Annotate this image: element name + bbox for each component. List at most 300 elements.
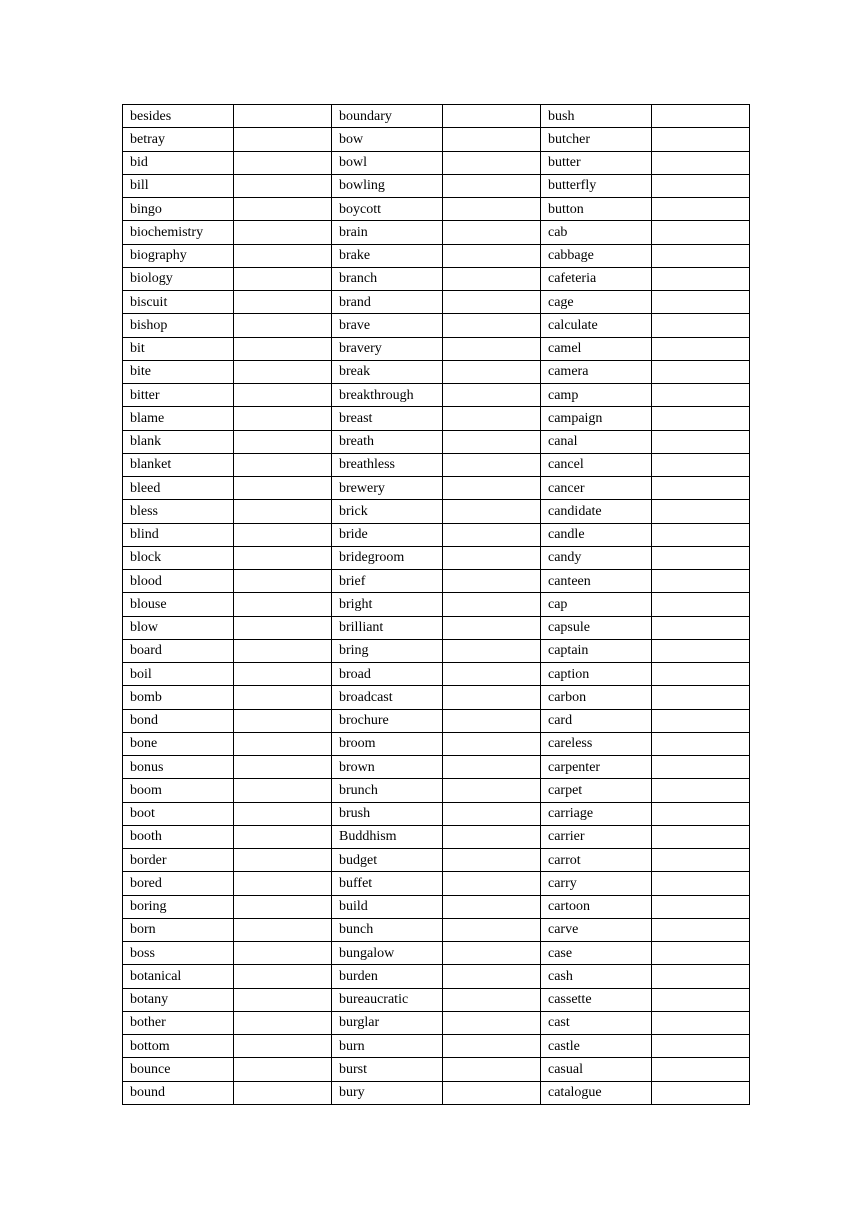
blank-answer-cell [443,1081,541,1104]
word-cell: carrot [541,849,652,872]
word-cell: bowling [332,174,443,197]
blank-answer-cell [443,105,541,128]
word-cell: cassette [541,988,652,1011]
table-row [123,360,750,383]
word-cell: budget [332,849,443,872]
table-row [123,151,750,174]
word-cell: bound [123,1081,234,1104]
blank-answer-cell [443,616,541,639]
blank-answer-cell [652,1035,750,1058]
blank-answer-cell [652,221,750,244]
word-cell: castle [541,1035,652,1058]
table-row [123,244,750,267]
word-cell: blood [123,570,234,593]
blank-answer-cell [443,802,541,825]
blank-answer-cell [234,1035,332,1058]
word-cell: booth [123,825,234,848]
word-cell: burn [332,1035,443,1058]
word-cell: break [332,360,443,383]
table-row [123,732,750,755]
table-row [123,314,750,337]
word-cell: born [123,918,234,941]
blank-answer-cell [443,849,541,872]
word-cell: boom [123,779,234,802]
word-cell: broadcast [332,686,443,709]
word-cell: brave [332,314,443,337]
table-row [123,407,750,430]
word-cell: bomb [123,686,234,709]
word-cell: bonus [123,756,234,779]
word-cell: campaign [541,407,652,430]
blank-answer-cell [652,174,750,197]
word-cell: carbon [541,686,652,709]
blank-answer-cell [234,430,332,453]
table-row [123,1011,750,1034]
blank-answer-cell [652,663,750,686]
word-cell: catalogue [541,1081,652,1104]
table-row [123,1035,750,1058]
table-row [123,500,750,523]
blank-answer-cell [652,686,750,709]
word-cell: bored [123,872,234,895]
word-cell: bleed [123,477,234,500]
blank-answer-cell [443,384,541,407]
word-cell: bill [123,174,234,197]
blank-answer-cell [652,244,750,267]
word-cell: burst [332,1058,443,1081]
word-cell: bring [332,639,443,662]
blank-answer-cell [652,291,750,314]
blank-answer-cell [443,756,541,779]
word-cell: boycott [332,198,443,221]
word-cell: bottom [123,1035,234,1058]
blank-answer-cell [234,942,332,965]
word-cell: burglar [332,1011,443,1034]
blank-answer-cell [652,570,750,593]
blank-answer-cell [652,198,750,221]
word-cell: biscuit [123,291,234,314]
blank-answer-cell [443,709,541,732]
word-cell: biography [123,244,234,267]
word-cell: bowl [332,151,443,174]
word-cell: breast [332,407,443,430]
word-cell: camel [541,337,652,360]
table-row [123,453,750,476]
word-cell: cabbage [541,244,652,267]
blank-answer-cell [234,1011,332,1034]
blank-answer-cell [234,546,332,569]
word-cell: betray [123,128,234,151]
word-cell: boss [123,942,234,965]
word-cell: carve [541,918,652,941]
blank-answer-cell [652,616,750,639]
word-cell: case [541,942,652,965]
blank-answer-cell [652,593,750,616]
blank-answer-cell [234,732,332,755]
word-cell: blanket [123,453,234,476]
word-cell: bungalow [332,942,443,965]
word-cell: Buddhism [332,825,443,848]
table-row [123,337,750,360]
word-cell: card [541,709,652,732]
blank-answer-cell [652,384,750,407]
word-cell: border [123,849,234,872]
table-row [123,430,750,453]
blank-answer-cell [652,523,750,546]
blank-answer-cell [652,825,750,848]
table-row [123,1081,750,1104]
word-cell: cap [541,593,652,616]
blank-answer-cell [652,267,750,290]
word-cell: bishop [123,314,234,337]
blank-answer-cell [652,1058,750,1081]
word-cell: button [541,198,652,221]
blank-answer-cell [652,360,750,383]
word-cell: carpenter [541,756,652,779]
word-cell: bush [541,105,652,128]
word-cell: bow [332,128,443,151]
blank-answer-cell [652,337,750,360]
word-cell: breathless [332,453,443,476]
blank-answer-cell [652,802,750,825]
blank-answer-cell [443,314,541,337]
word-cell: cancer [541,477,652,500]
word-cell: brief [332,570,443,593]
blank-answer-cell [234,663,332,686]
blank-answer-cell [234,291,332,314]
blank-answer-cell [443,872,541,895]
blank-answer-cell [443,988,541,1011]
word-cell: casual [541,1058,652,1081]
word-cell: biology [123,267,234,290]
word-cell: butcher [541,128,652,151]
table-row [123,802,750,825]
table-row [123,384,750,407]
blank-answer-cell [652,546,750,569]
word-cell: boring [123,895,234,918]
blank-answer-cell [652,872,750,895]
word-cell: bite [123,360,234,383]
blank-answer-cell [443,732,541,755]
blank-answer-cell [652,942,750,965]
word-cell: bid [123,151,234,174]
blank-answer-cell [443,221,541,244]
word-cell: brick [332,500,443,523]
word-cell: brilliant [332,616,443,639]
word-cell: carry [541,872,652,895]
word-cell: burden [332,965,443,988]
blank-answer-cell [234,639,332,662]
blank-answer-cell [234,849,332,872]
word-cell: cafeteria [541,267,652,290]
blank-answer-cell [443,546,541,569]
blank-answer-cell [443,407,541,430]
blank-answer-cell [443,825,541,848]
blank-answer-cell [652,314,750,337]
table-row [123,523,750,546]
word-cell: cartoon [541,895,652,918]
blank-answer-cell [234,198,332,221]
blank-answer-cell [443,267,541,290]
blank-answer-cell [443,918,541,941]
word-cell: boil [123,663,234,686]
table-row [123,825,750,848]
blank-answer-cell [234,267,332,290]
table-row [123,267,750,290]
word-cell: canal [541,430,652,453]
word-cell: candle [541,523,652,546]
blank-answer-cell [652,732,750,755]
word-cell: bunch [332,918,443,941]
blank-answer-cell [443,1035,541,1058]
blank-answer-cell [443,337,541,360]
blank-answer-cell [443,360,541,383]
blank-answer-cell [234,407,332,430]
word-cell: brewery [332,477,443,500]
table-row [123,988,750,1011]
table-row [123,570,750,593]
word-cell: breath [332,430,443,453]
table-row [123,128,750,151]
word-cell: brochure [332,709,443,732]
blank-answer-cell [443,453,541,476]
word-cell: boundary [332,105,443,128]
blank-answer-cell [234,965,332,988]
blank-answer-cell [652,965,750,988]
word-cell: butter [541,151,652,174]
word-cell: biochemistry [123,221,234,244]
word-cell: brunch [332,779,443,802]
blank-answer-cell [234,918,332,941]
blank-answer-cell [443,198,541,221]
word-cell: blame [123,407,234,430]
table-row [123,291,750,314]
blank-answer-cell [443,895,541,918]
blank-answer-cell [234,1058,332,1081]
word-cell: cast [541,1011,652,1034]
word-cell: blind [123,523,234,546]
blank-answer-cell [443,663,541,686]
word-cell: canteen [541,570,652,593]
table-row [123,174,750,197]
word-cell: boot [123,802,234,825]
table-row [123,593,750,616]
word-cell: brain [332,221,443,244]
word-cell: blow [123,616,234,639]
blank-answer-cell [652,639,750,662]
vocabulary-table [122,104,750,1105]
word-cell: cancel [541,453,652,476]
blank-answer-cell [443,1011,541,1034]
blank-answer-cell [652,756,750,779]
word-cell: bond [123,709,234,732]
blank-answer-cell [652,895,750,918]
blank-answer-cell [234,523,332,546]
word-cell: cab [541,221,652,244]
blank-answer-cell [234,360,332,383]
word-cell: butterfly [541,174,652,197]
blank-answer-cell [443,686,541,709]
table-row [123,709,750,732]
table-row [123,105,750,128]
blank-answer-cell [443,965,541,988]
blank-answer-cell [234,453,332,476]
blank-answer-cell [652,849,750,872]
word-cell: bless [123,500,234,523]
blank-answer-cell [234,686,332,709]
blank-answer-cell [234,337,332,360]
word-cell: brand [332,291,443,314]
blank-answer-cell [652,779,750,802]
word-cell: candidate [541,500,652,523]
blank-answer-cell [443,174,541,197]
word-cell: calculate [541,314,652,337]
word-cell: bounce [123,1058,234,1081]
table-row [123,779,750,802]
blank-answer-cell [234,802,332,825]
blank-answer-cell [652,407,750,430]
word-cell: botanical [123,965,234,988]
word-cell: board [123,639,234,662]
blank-answer-cell [652,453,750,476]
word-cell: carriage [541,802,652,825]
blank-answer-cell [443,779,541,802]
blank-answer-cell [234,709,332,732]
blank-answer-cell [234,128,332,151]
word-cell: broom [332,732,443,755]
blank-answer-cell [443,430,541,453]
blank-answer-cell [443,151,541,174]
blank-answer-cell [652,918,750,941]
word-cell: block [123,546,234,569]
blank-answer-cell [234,593,332,616]
table-row [123,918,750,941]
table-row [123,965,750,988]
blank-answer-cell [234,616,332,639]
word-cell: bingo [123,198,234,221]
word-cell: bother [123,1011,234,1034]
table-row [123,221,750,244]
blank-answer-cell [652,1011,750,1034]
table-row [123,616,750,639]
blank-answer-cell [234,988,332,1011]
word-cell: bury [332,1081,443,1104]
blank-answer-cell [234,756,332,779]
blank-answer-cell [234,384,332,407]
word-cell: build [332,895,443,918]
blank-answer-cell [234,174,332,197]
blank-answer-cell [234,500,332,523]
word-cell: bureaucratic [332,988,443,1011]
table-row [123,198,750,221]
word-cell: carrier [541,825,652,848]
word-cell: caption [541,663,652,686]
table-row [123,756,750,779]
blank-answer-cell [234,105,332,128]
table-row [123,872,750,895]
word-cell: brush [332,802,443,825]
word-cell: bit [123,337,234,360]
blank-answer-cell [443,570,541,593]
word-cell: bridegroom [332,546,443,569]
word-cell: camera [541,360,652,383]
blank-answer-cell [234,825,332,848]
blank-answer-cell [652,430,750,453]
word-cell: blank [123,430,234,453]
word-cell: besides [123,105,234,128]
blank-answer-cell [443,593,541,616]
table-row [123,1058,750,1081]
table-row [123,895,750,918]
table-row [123,663,750,686]
blank-answer-cell [234,779,332,802]
word-cell: capsule [541,616,652,639]
blank-answer-cell [234,314,332,337]
blank-answer-cell [443,128,541,151]
word-cell: bone [123,732,234,755]
blank-answer-cell [652,709,750,732]
blank-answer-cell [443,942,541,965]
blank-answer-cell [443,1058,541,1081]
table-row [123,477,750,500]
blank-answer-cell [234,895,332,918]
blank-answer-cell [443,291,541,314]
blank-answer-cell [234,1081,332,1104]
blank-answer-cell [652,477,750,500]
word-cell: broad [332,663,443,686]
word-cell: brown [332,756,443,779]
blank-answer-cell [234,151,332,174]
blank-answer-cell [443,639,541,662]
word-cell: botany [123,988,234,1011]
vocabulary-table-body [123,105,750,1105]
blank-answer-cell [443,477,541,500]
blank-answer-cell [443,523,541,546]
word-cell: bitter [123,384,234,407]
word-cell: blouse [123,593,234,616]
blank-answer-cell [652,128,750,151]
blank-answer-cell [443,500,541,523]
word-cell: captain [541,639,652,662]
blank-answer-cell [652,500,750,523]
table-row [123,639,750,662]
blank-answer-cell [234,244,332,267]
blank-answer-cell [234,477,332,500]
table-row [123,942,750,965]
word-cell: buffet [332,872,443,895]
blank-answer-cell [234,570,332,593]
blank-answer-cell [652,988,750,1011]
blank-answer-cell [652,105,750,128]
word-cell: bride [332,523,443,546]
word-cell: bravery [332,337,443,360]
blank-answer-cell [234,221,332,244]
blank-answer-cell [652,151,750,174]
blank-answer-cell [652,1081,750,1104]
table-row [123,849,750,872]
blank-answer-cell [234,872,332,895]
word-cell: camp [541,384,652,407]
word-cell: careless [541,732,652,755]
word-cell: brake [332,244,443,267]
word-cell: candy [541,546,652,569]
word-cell: carpet [541,779,652,802]
blank-answer-cell [443,244,541,267]
table-row [123,686,750,709]
word-cell: bright [332,593,443,616]
table-row [123,546,750,569]
word-cell: cage [541,291,652,314]
